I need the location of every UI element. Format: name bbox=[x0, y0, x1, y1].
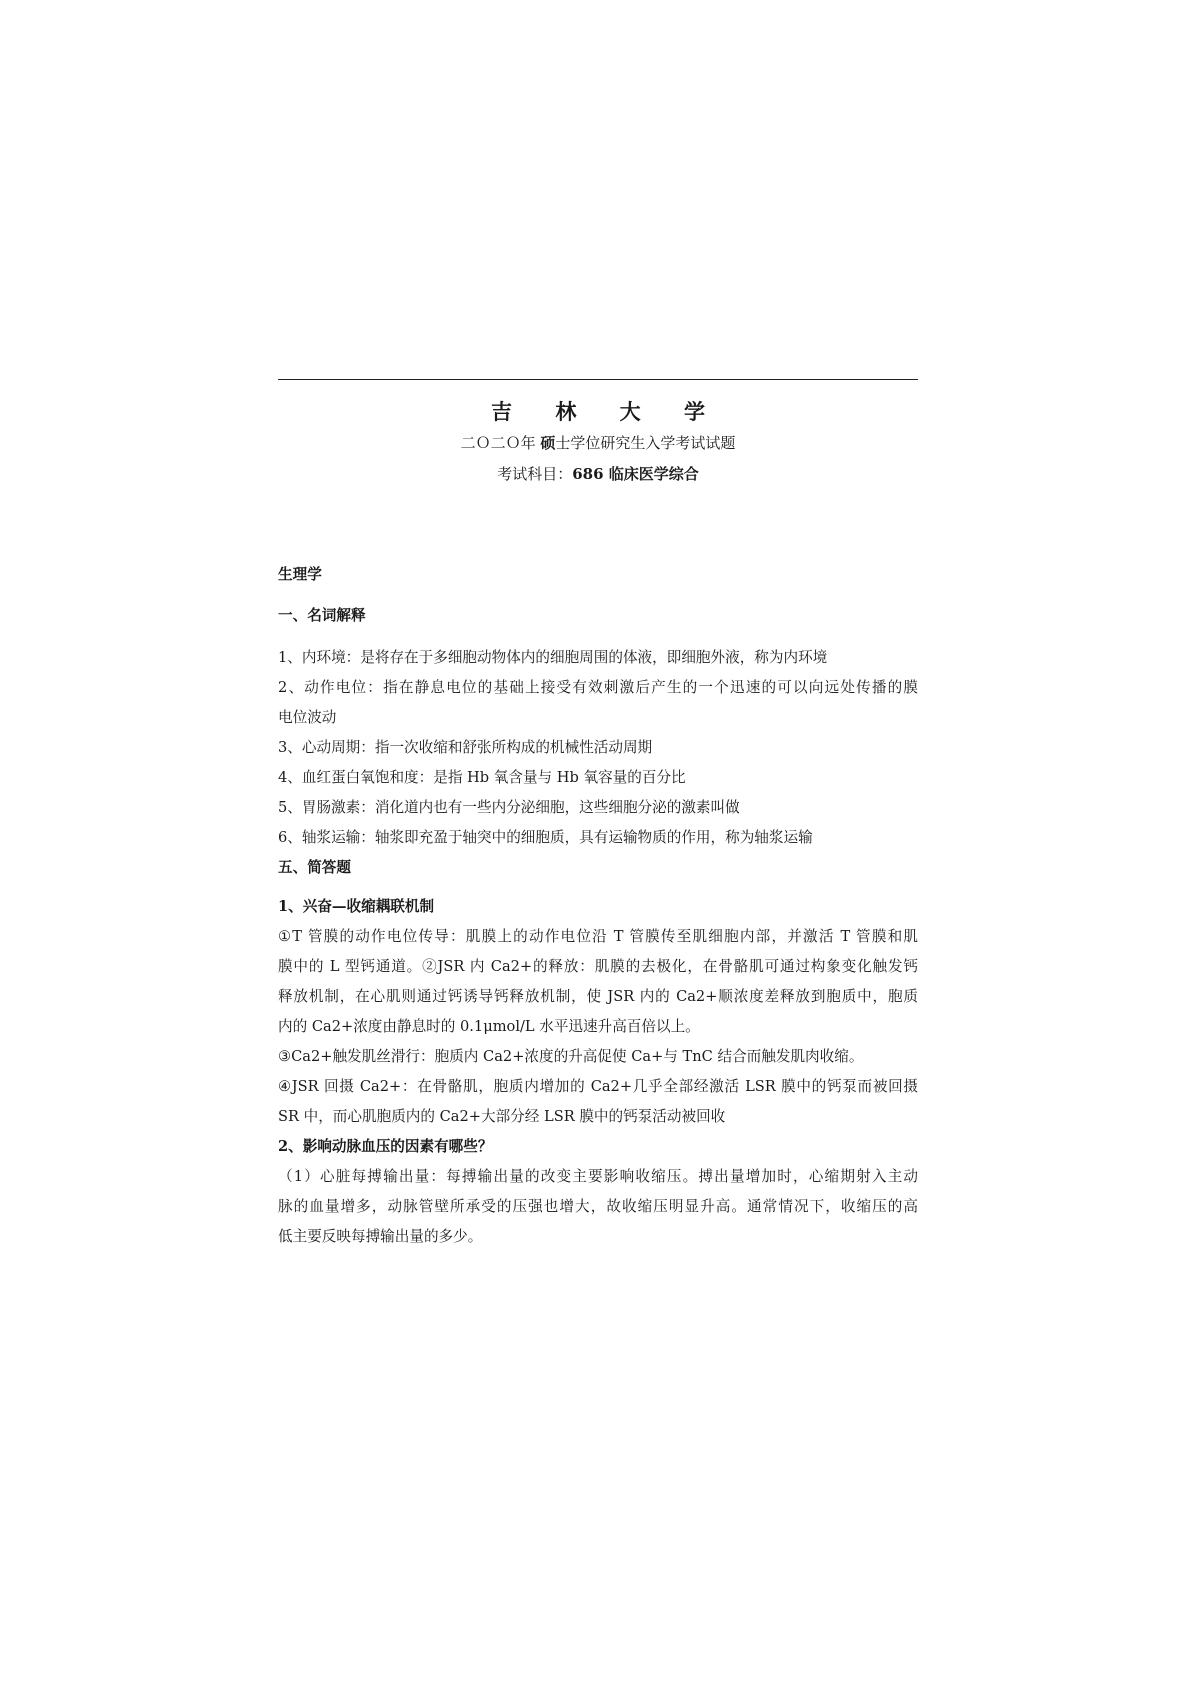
answer-line: （1）心脏每搏输出量：每搏输出量的改变主要影响收缩压。搏出量增加时，心缩期射入主动 bbox=[278, 1168, 918, 1185]
university-title: 吉 林 大 学 bbox=[491, 399, 723, 424]
answer-line: 脉的血量增多，动脉管壁所承受的压强也增大，故收缩压明显升高。通常情况下，收缩压的高 bbox=[278, 1198, 918, 1215]
term-item: 2、动作电位：指在静息电位的基础上接受有效刺激后产生的一个迅速的可以向远处传播的膜 bbox=[278, 679, 918, 696]
term-item: 1、内环境：是将存在于多细胞动物体内的细胞周围的体液，即细胞外液，称为内环境 bbox=[278, 649, 828, 666]
exam-subtitle bbox=[278, 432, 918, 453]
term-item-continuation: 电位波动 bbox=[278, 709, 337, 726]
answer-line: 低主要反映每搏输出量的多少。 bbox=[278, 1228, 483, 1245]
part-heading: 一、名词解释 bbox=[278, 607, 366, 624]
answer-line: 内的 Ca2+浓度由静息时的 0.1μmol/L 水平迅速升高百倍以上。 bbox=[278, 1018, 700, 1035]
part-heading: 五、简答题 bbox=[278, 859, 351, 876]
year-prefix: 二Ｏ二Ｏ年 bbox=[460, 434, 536, 452]
header-rule bbox=[278, 379, 918, 380]
answer-line: ③Ca2+触发肌丝滑行：胞质内 Ca2+浓度的升高促使 Ca+与 TnC 结合而触发肌肉收缩。 bbox=[278, 1048, 864, 1065]
document-body bbox=[278, 560, 918, 1252]
subject-label: 考试科目： bbox=[497, 465, 573, 483]
question-heading: 1、兴奋—收缩耦联机制 bbox=[278, 898, 435, 915]
answer-line: ①T 管膜的动作电位传导：肌膜上的动作电位沿 T 管膜传至肌细胞内部，并激活 T 管膜和肌 bbox=[278, 928, 918, 945]
term-item: 3、心动周期：指一次收缩和舒张所构成的机械性活动周期 bbox=[278, 739, 653, 756]
subtitle-rest: 士学位研究生入学考试试题 bbox=[555, 434, 736, 452]
answer-line: 膜中的 L 型钙通道。②JSR 内 Ca2+的释放：肌膜的去极化，在骨骼肌可通过构象变化触发钙 bbox=[278, 958, 918, 975]
exam-subject bbox=[278, 463, 918, 484]
term-item: 5、胃肠激素：消化道内也有一些内分泌细胞，这些细胞分泌的激素叫做 bbox=[278, 799, 740, 816]
term-item: 6、轴浆运输：轴浆即充盈于轴突中的细胞质，具有运输物质的作用，称为轴浆运输 bbox=[278, 829, 813, 846]
answer-line: 释放机制，在心肌则通过钙诱导钙释放机制，使 JSR 内的 Ca2+顺浓度差释放到胞质中，胞质 bbox=[278, 988, 918, 1005]
answer-line: SR 中，而心肌胞质内的 Ca2+大部分经 LSR 膜中的钙泵活动被回收 bbox=[278, 1108, 726, 1125]
degree-bold: 硕 bbox=[540, 434, 556, 452]
section-heading: 生理学 bbox=[278, 566, 322, 583]
question-heading: 2、影响动脉血压的因素有哪些？ bbox=[278, 1138, 493, 1155]
term-item: 4、血红蛋白氧饱和度：是指 Hb 氧含量与 Hb 氧容量的百分比 bbox=[278, 769, 686, 786]
answer-line: ④JSR 回摄 Ca2+：在骨骼肌，胞质内增加的 Ca2+几乎全部经激活 LSR 膜中的钙泵而被回摄 bbox=[278, 1078, 918, 1095]
subject-value: 686 临床医学综合 bbox=[572, 465, 699, 483]
